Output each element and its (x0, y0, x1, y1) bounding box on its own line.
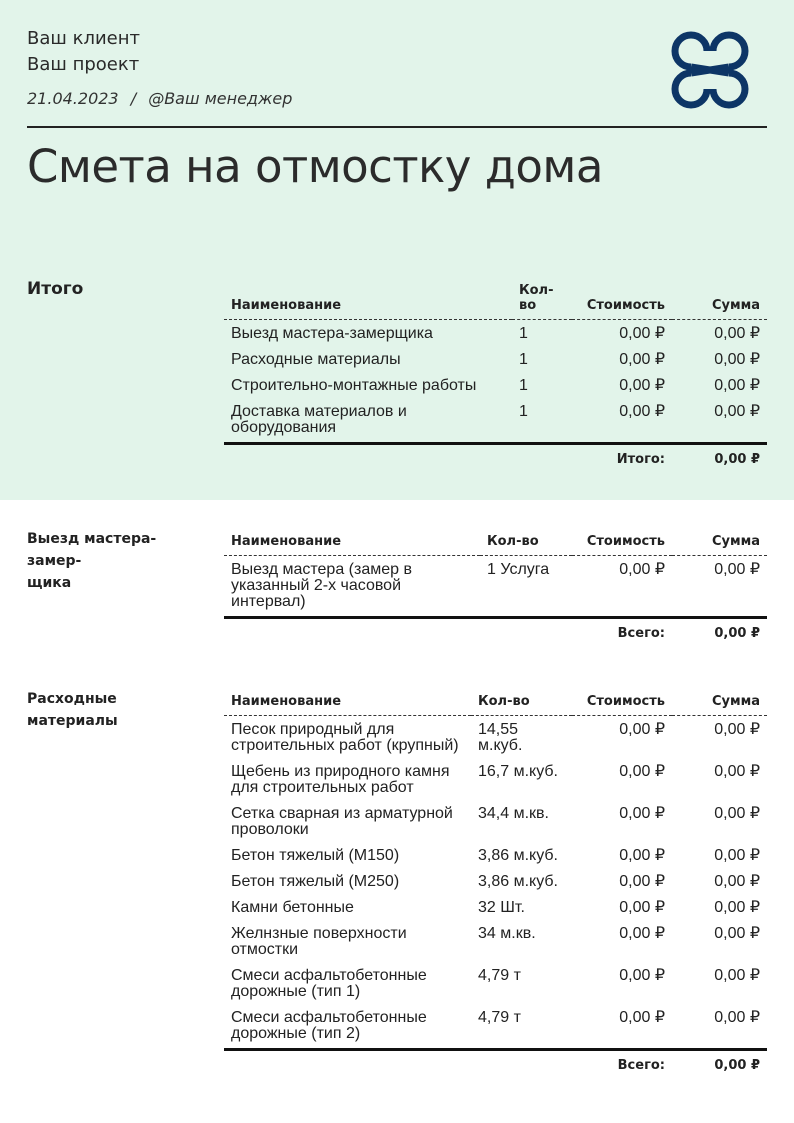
total-spacer (224, 618, 480, 648)
document-meta (27, 27, 292, 113)
total-value: 0,00 ₽ (672, 444, 767, 474)
item-sum: 0,00 ₽ (714, 805, 760, 822)
total-label: Всего: (572, 618, 672, 648)
table-row (224, 398, 767, 444)
col-cost-header: Стоимость (572, 531, 672, 556)
item-sum: 0,00 ₽ (714, 377, 760, 394)
table-row (224, 346, 767, 372)
col-sum-header: Сумма (672, 283, 767, 320)
item-qty: 1 (519, 377, 528, 394)
project-name: Ваш проект (27, 54, 140, 75)
client-name: Ваш клиент (27, 28, 140, 49)
item-name: Смеси асфальтобетонные дорожные (тип 1) (231, 967, 427, 1000)
item-sum: 0,00 ₽ (714, 561, 760, 578)
col-qty-header: Кол-во (480, 531, 572, 556)
table-row (224, 320, 767, 347)
item-cost: 0,00 ₽ (619, 763, 665, 780)
item-name: Доставка материалов и оборудования (231, 403, 407, 436)
item-cost: 0,00 ₽ (619, 847, 665, 864)
item-cost: 0,00 ₽ (619, 403, 665, 420)
item-cost: 0,00 ₽ (619, 1009, 665, 1026)
meta-separator: / (130, 89, 137, 108)
col-cost-header: Стоимость (572, 283, 672, 320)
visit-label-line1: Выезд мастера-замер- (27, 531, 157, 569)
col-name-header: Наименование (224, 283, 512, 320)
item-qty: 3,86 м.куб. (478, 847, 558, 864)
col-qty-header: Кол-во (512, 283, 572, 320)
table-row (224, 800, 767, 842)
item-qty: 1 Услуга (487, 561, 550, 578)
date-manager-row (27, 87, 292, 113)
item-sum: 0,00 ₽ (714, 403, 760, 420)
page-title: Смета на отмостку дома (27, 140, 603, 193)
item-name: Песок природный для строительных работ (крупный) (231, 721, 459, 754)
materials-table (224, 691, 767, 1079)
manager-name: @Ваш менеджер (148, 89, 293, 108)
materials-section-label: Расходные материалы (27, 691, 118, 729)
item-qty: 4,79 т (478, 1009, 521, 1026)
item-cost: 0,00 ₽ (619, 721, 665, 738)
header-divider (27, 126, 767, 128)
item-qty: 34 м.кв. (478, 925, 536, 942)
visit-label-line2: щика (27, 575, 72, 591)
total-spacer (471, 1050, 572, 1080)
table-row (224, 1004, 767, 1050)
item-cost: 0,00 ₽ (619, 873, 665, 890)
item-qty: 1 (519, 403, 528, 420)
document-date: 21.04.2023 (27, 89, 119, 108)
col-cost-header: Стоимость (572, 691, 672, 716)
col-name-header: Наименование (224, 691, 471, 716)
item-qty: 34,4 м.кв. (478, 805, 549, 822)
table-total-row (224, 1050, 767, 1080)
item-name: Расходные материалы (231, 351, 401, 368)
item-cost: 0,00 ₽ (619, 805, 665, 822)
table-row (224, 842, 767, 868)
table-total-row (224, 444, 767, 474)
item-name: Бетон тяжелый (М150) (231, 847, 400, 864)
visit-table (224, 531, 767, 647)
table-header-row (224, 691, 767, 716)
table-row (224, 556, 767, 618)
visit-section-label (27, 528, 207, 594)
item-name: Выезд мастера-замерщика (231, 325, 433, 342)
item-sum: 0,00 ₽ (714, 351, 760, 368)
item-qty: 1 (519, 325, 528, 342)
item-name: Выезд мастера (замер в указанный 2-х часовой интервал) (231, 561, 412, 610)
item-qty: 1 (519, 351, 528, 368)
item-cost: 0,00 ₽ (619, 351, 665, 368)
item-cost: 0,00 ₽ (619, 925, 665, 942)
table-row (224, 962, 767, 1004)
table-total-row (224, 618, 767, 648)
item-sum: 0,00 ₽ (714, 1009, 760, 1026)
total-label: Итого: (572, 444, 672, 474)
item-name: Желнзные поверхности отмостки (231, 925, 407, 958)
table-header-row (224, 283, 767, 320)
item-sum: 0,00 ₽ (714, 847, 760, 864)
item-sum: 0,00 ₽ (714, 925, 760, 942)
table-header-row (224, 531, 767, 556)
table-row (224, 868, 767, 894)
item-sum: 0,00 ₽ (714, 763, 760, 780)
item-qty: 14,55 м.куб. (478, 721, 523, 754)
col-sum-header: Сумма (672, 531, 767, 556)
item-name: Бетон тяжелый (М250) (231, 873, 400, 890)
company-logo-icon (670, 30, 750, 110)
table-row (224, 372, 767, 398)
item-cost: 0,00 ₽ (619, 325, 665, 342)
item-name: Сетка сварная из арматурной проволоки (231, 805, 453, 838)
total-value: 0,00 ₽ (672, 618, 767, 648)
item-cost: 0,00 ₽ (619, 561, 665, 578)
table-row (224, 758, 767, 800)
total-spacer (480, 618, 572, 648)
table-row (224, 716, 767, 759)
total-spacer (512, 444, 572, 474)
table-row (224, 894, 767, 920)
item-sum: 0,00 ₽ (714, 967, 760, 984)
item-qty: 4,79 т (478, 967, 521, 984)
item-name: Щебень из природного камня для строительных работ (231, 763, 450, 796)
item-cost: 0,00 ₽ (619, 967, 665, 984)
col-qty-header: Кол-во (471, 691, 572, 716)
item-name: Смеси асфальтобетонные дорожные (тип 2) (231, 1009, 427, 1042)
table-row (224, 920, 767, 962)
item-qty: 32 Шт. (478, 899, 525, 916)
item-sum: 0,00 ₽ (714, 325, 760, 342)
total-spacer (224, 444, 512, 474)
summary-section-label: Итого (27, 279, 84, 299)
item-name: Камни бетонные (231, 899, 354, 916)
item-cost: 0,00 ₽ (619, 899, 665, 916)
total-value: 0,00 ₽ (672, 1050, 767, 1080)
item-cost: 0,00 ₽ (619, 377, 665, 394)
item-sum: 0,00 ₽ (714, 899, 760, 916)
item-qty: 3,86 м.куб. (478, 873, 558, 890)
item-name: Строительно-монтажные работы (231, 377, 477, 394)
total-spacer (224, 1050, 471, 1080)
total-label: Всего: (572, 1050, 672, 1080)
col-name-header: Наименование (224, 531, 480, 556)
summary-table (224, 283, 767, 473)
item-sum: 0,00 ₽ (714, 721, 760, 738)
item-sum: 0,00 ₽ (714, 873, 760, 890)
col-sum-header: Сумма (672, 691, 767, 716)
item-qty: 16,7 м.куб. (478, 763, 558, 780)
